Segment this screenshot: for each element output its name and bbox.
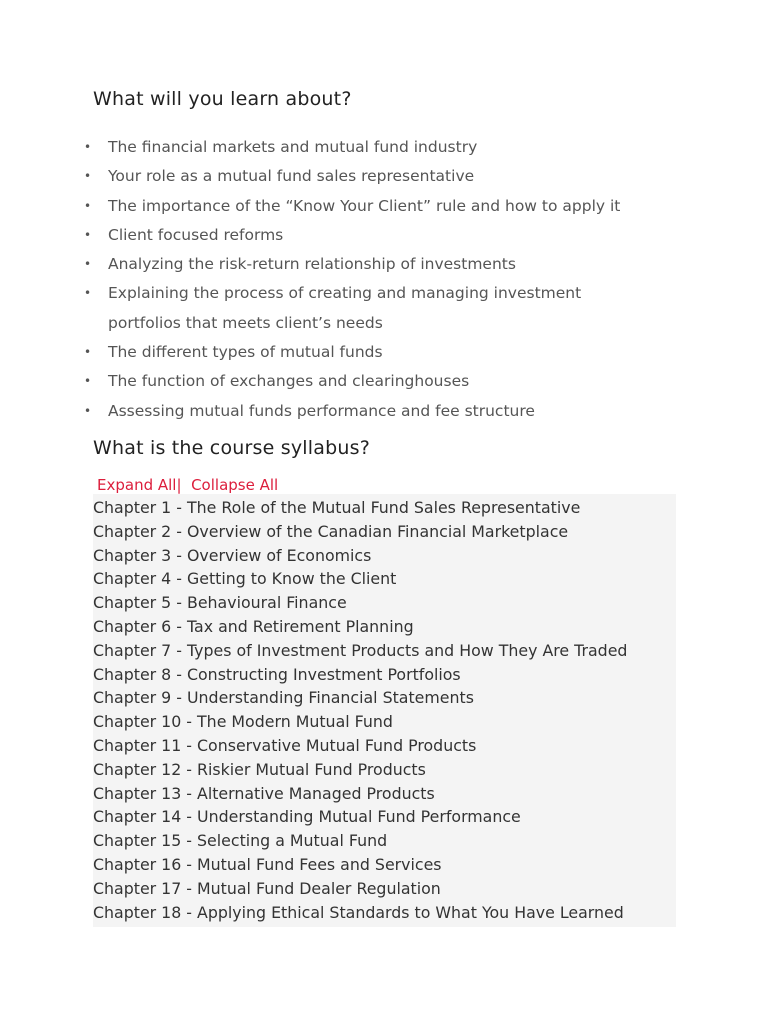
controls-separator: | <box>176 476 182 494</box>
chapter-row[interactable] <box>93 710 676 734</box>
learn-item <box>84 279 633 338</box>
learn-heading: What will you learn about? <box>93 88 352 110</box>
chapter-label: Chapter 16 <box>93 854 182 874</box>
chapter-title: Mutual Fund Dealer Regulation <box>197 878 441 898</box>
chapter-separator: - <box>171 640 187 660</box>
chapter-title: Mutual Fund Fees and Services <box>197 854 442 874</box>
learn-item <box>84 397 688 426</box>
chapter-separator: - <box>171 569 187 589</box>
chapter-label: Chapter 1 <box>93 498 172 517</box>
chapter-label: Chapter 13 <box>93 783 182 803</box>
chapter-separator: - <box>181 783 198 803</box>
chapter-row[interactable] <box>93 663 676 687</box>
chapter-title: Conservative Mutual Fund Products <box>197 735 477 755</box>
chapter-label: Chapter 10 <box>93 712 182 732</box>
chapter-title: Getting to Know the Client <box>186 569 397 589</box>
chapter-title: Selecting a Mutual Fund <box>197 831 388 851</box>
chapter-row[interactable] <box>93 567 676 591</box>
chapter-separator: - <box>171 688 187 708</box>
learn-item-text: Client focused reforms <box>108 225 284 244</box>
chapter-separator: - <box>181 831 198 851</box>
learn-item <box>84 250 688 279</box>
learn-item-text: The financial markets and mutual fund industry <box>108 138 478 156</box>
learn-item <box>84 192 688 221</box>
bullet-icon: • <box>84 227 92 242</box>
chapter-title: Overview of Economics <box>186 545 372 565</box>
syllabus-heading: What is the course syllabus? <box>93 437 370 459</box>
chapter-row[interactable] <box>93 591 676 615</box>
chapter-label: Chapter 9 <box>93 688 172 708</box>
chapter-separator: - <box>181 712 198 732</box>
syllabus-list <box>93 494 676 927</box>
chapter-separator: - <box>181 759 198 779</box>
learn-item-text: The different types of mutual funds <box>108 343 383 362</box>
chapter-row[interactable] <box>93 639 676 663</box>
bullet-icon: • <box>84 140 92 154</box>
collapse-all-link[interactable]: Collapse All <box>191 476 279 494</box>
chapter-title: Types of Investment Products and How They Are Traded <box>186 640 628 660</box>
chapter-label: Chapter 18 <box>93 902 182 922</box>
chapter-title: Constructing Investment Portfolios <box>186 664 461 684</box>
chapter-label: Chapter 11 <box>93 735 182 755</box>
learn-item-text: Assessing mutual funds performance and fee structure <box>108 401 535 420</box>
learn-item-text: Your role as a mutual fund sales representative <box>108 167 475 186</box>
learn-item-text: The function of exchanges and clearinghouses <box>108 372 470 391</box>
chapter-row[interactable] <box>93 758 676 782</box>
chapter-row[interactable] <box>93 686 676 710</box>
learn-item <box>84 367 688 396</box>
chapter-label: Chapter 4 <box>93 569 172 589</box>
chapter-row[interactable] <box>93 901 676 925</box>
chapter-title: Overview of the Canadian Financial Marketplace <box>186 521 569 541</box>
learn-item <box>84 338 688 367</box>
learn-list <box>84 133 688 426</box>
chapter-row[interactable] <box>93 544 676 568</box>
chapter-separator: - <box>171 664 187 684</box>
chapter-separator: - <box>171 593 187 613</box>
chapter-separator: - <box>171 616 187 636</box>
chapter-title: Understanding Mutual Fund Performance <box>197 807 521 827</box>
learn-item <box>84 133 688 162</box>
chapter-label: Chapter 2 <box>93 521 172 541</box>
bullet-icon: • <box>84 257 92 272</box>
chapter-title: Alternative Managed Products <box>197 783 435 803</box>
learn-item-text: Analyzing the risk-return relationship of investments <box>108 255 516 274</box>
chapter-row[interactable] <box>93 496 676 520</box>
chapter-title: Behavioural Finance <box>186 593 347 613</box>
chapter-title: Riskier Mutual Fund Products <box>197 759 426 779</box>
chapter-label: Chapter 17 <box>93 878 182 898</box>
chapter-separator: - <box>171 545 187 565</box>
expand-all-link[interactable]: Expand All <box>97 476 177 494</box>
chapter-label: Chapter 14 <box>93 807 182 827</box>
chapter-label: Chapter 15 <box>93 831 182 851</box>
chapter-row[interactable] <box>93 520 676 544</box>
chapter-title: The Role of the Mutual Fund Sales Representative <box>186 498 581 517</box>
chapter-separator: - <box>171 521 187 541</box>
chapter-label: Chapter 8 <box>93 664 172 684</box>
bullet-icon: • <box>84 345 92 360</box>
chapter-separator: - <box>181 854 198 874</box>
chapter-separator: - <box>181 735 198 755</box>
chapter-row[interactable] <box>93 615 676 639</box>
learn-item-text: Explaining the process of creating and managing investment portfolios that meets client’s needs <box>108 284 582 332</box>
chapter-label: Chapter 5 <box>93 593 172 613</box>
chapter-separator: - <box>181 878 198 898</box>
chapter-row[interactable] <box>93 805 676 829</box>
chapter-row[interactable] <box>93 853 676 877</box>
chapter-title: Tax and Retirement Planning <box>186 616 414 636</box>
bullet-icon: • <box>84 374 92 389</box>
chapter-row[interactable] <box>93 877 676 901</box>
bullet-icon: • <box>84 286 92 301</box>
learn-item <box>84 162 688 191</box>
bullet-icon: • <box>84 403 92 418</box>
chapter-title: The Modern Mutual Fund <box>197 712 393 732</box>
syllabus-controls <box>97 474 278 496</box>
learn-item-text: The importance of the “Know Your Client” rule and how to apply it <box>108 196 621 215</box>
chapter-separator: - <box>181 807 198 827</box>
chapter-title: Understanding Financial Statements <box>186 688 474 708</box>
chapter-label: Chapter 3 <box>93 545 172 565</box>
chapter-separator: - <box>171 498 187 517</box>
chapter-row[interactable] <box>93 782 676 806</box>
chapter-separator: - <box>181 902 198 922</box>
learn-item <box>84 221 688 250</box>
chapter-row[interactable] <box>93 734 676 758</box>
bullet-icon: • <box>84 198 92 213</box>
bullet-icon: • <box>84 169 92 184</box>
chapter-label: Chapter 12 <box>93 759 182 779</box>
chapter-label: Chapter 7 <box>93 640 172 660</box>
chapter-row[interactable] <box>93 829 676 853</box>
chapter-title: Applying Ethical Standards to What You Have Learned <box>197 902 624 922</box>
chapter-label: Chapter 6 <box>93 616 172 636</box>
